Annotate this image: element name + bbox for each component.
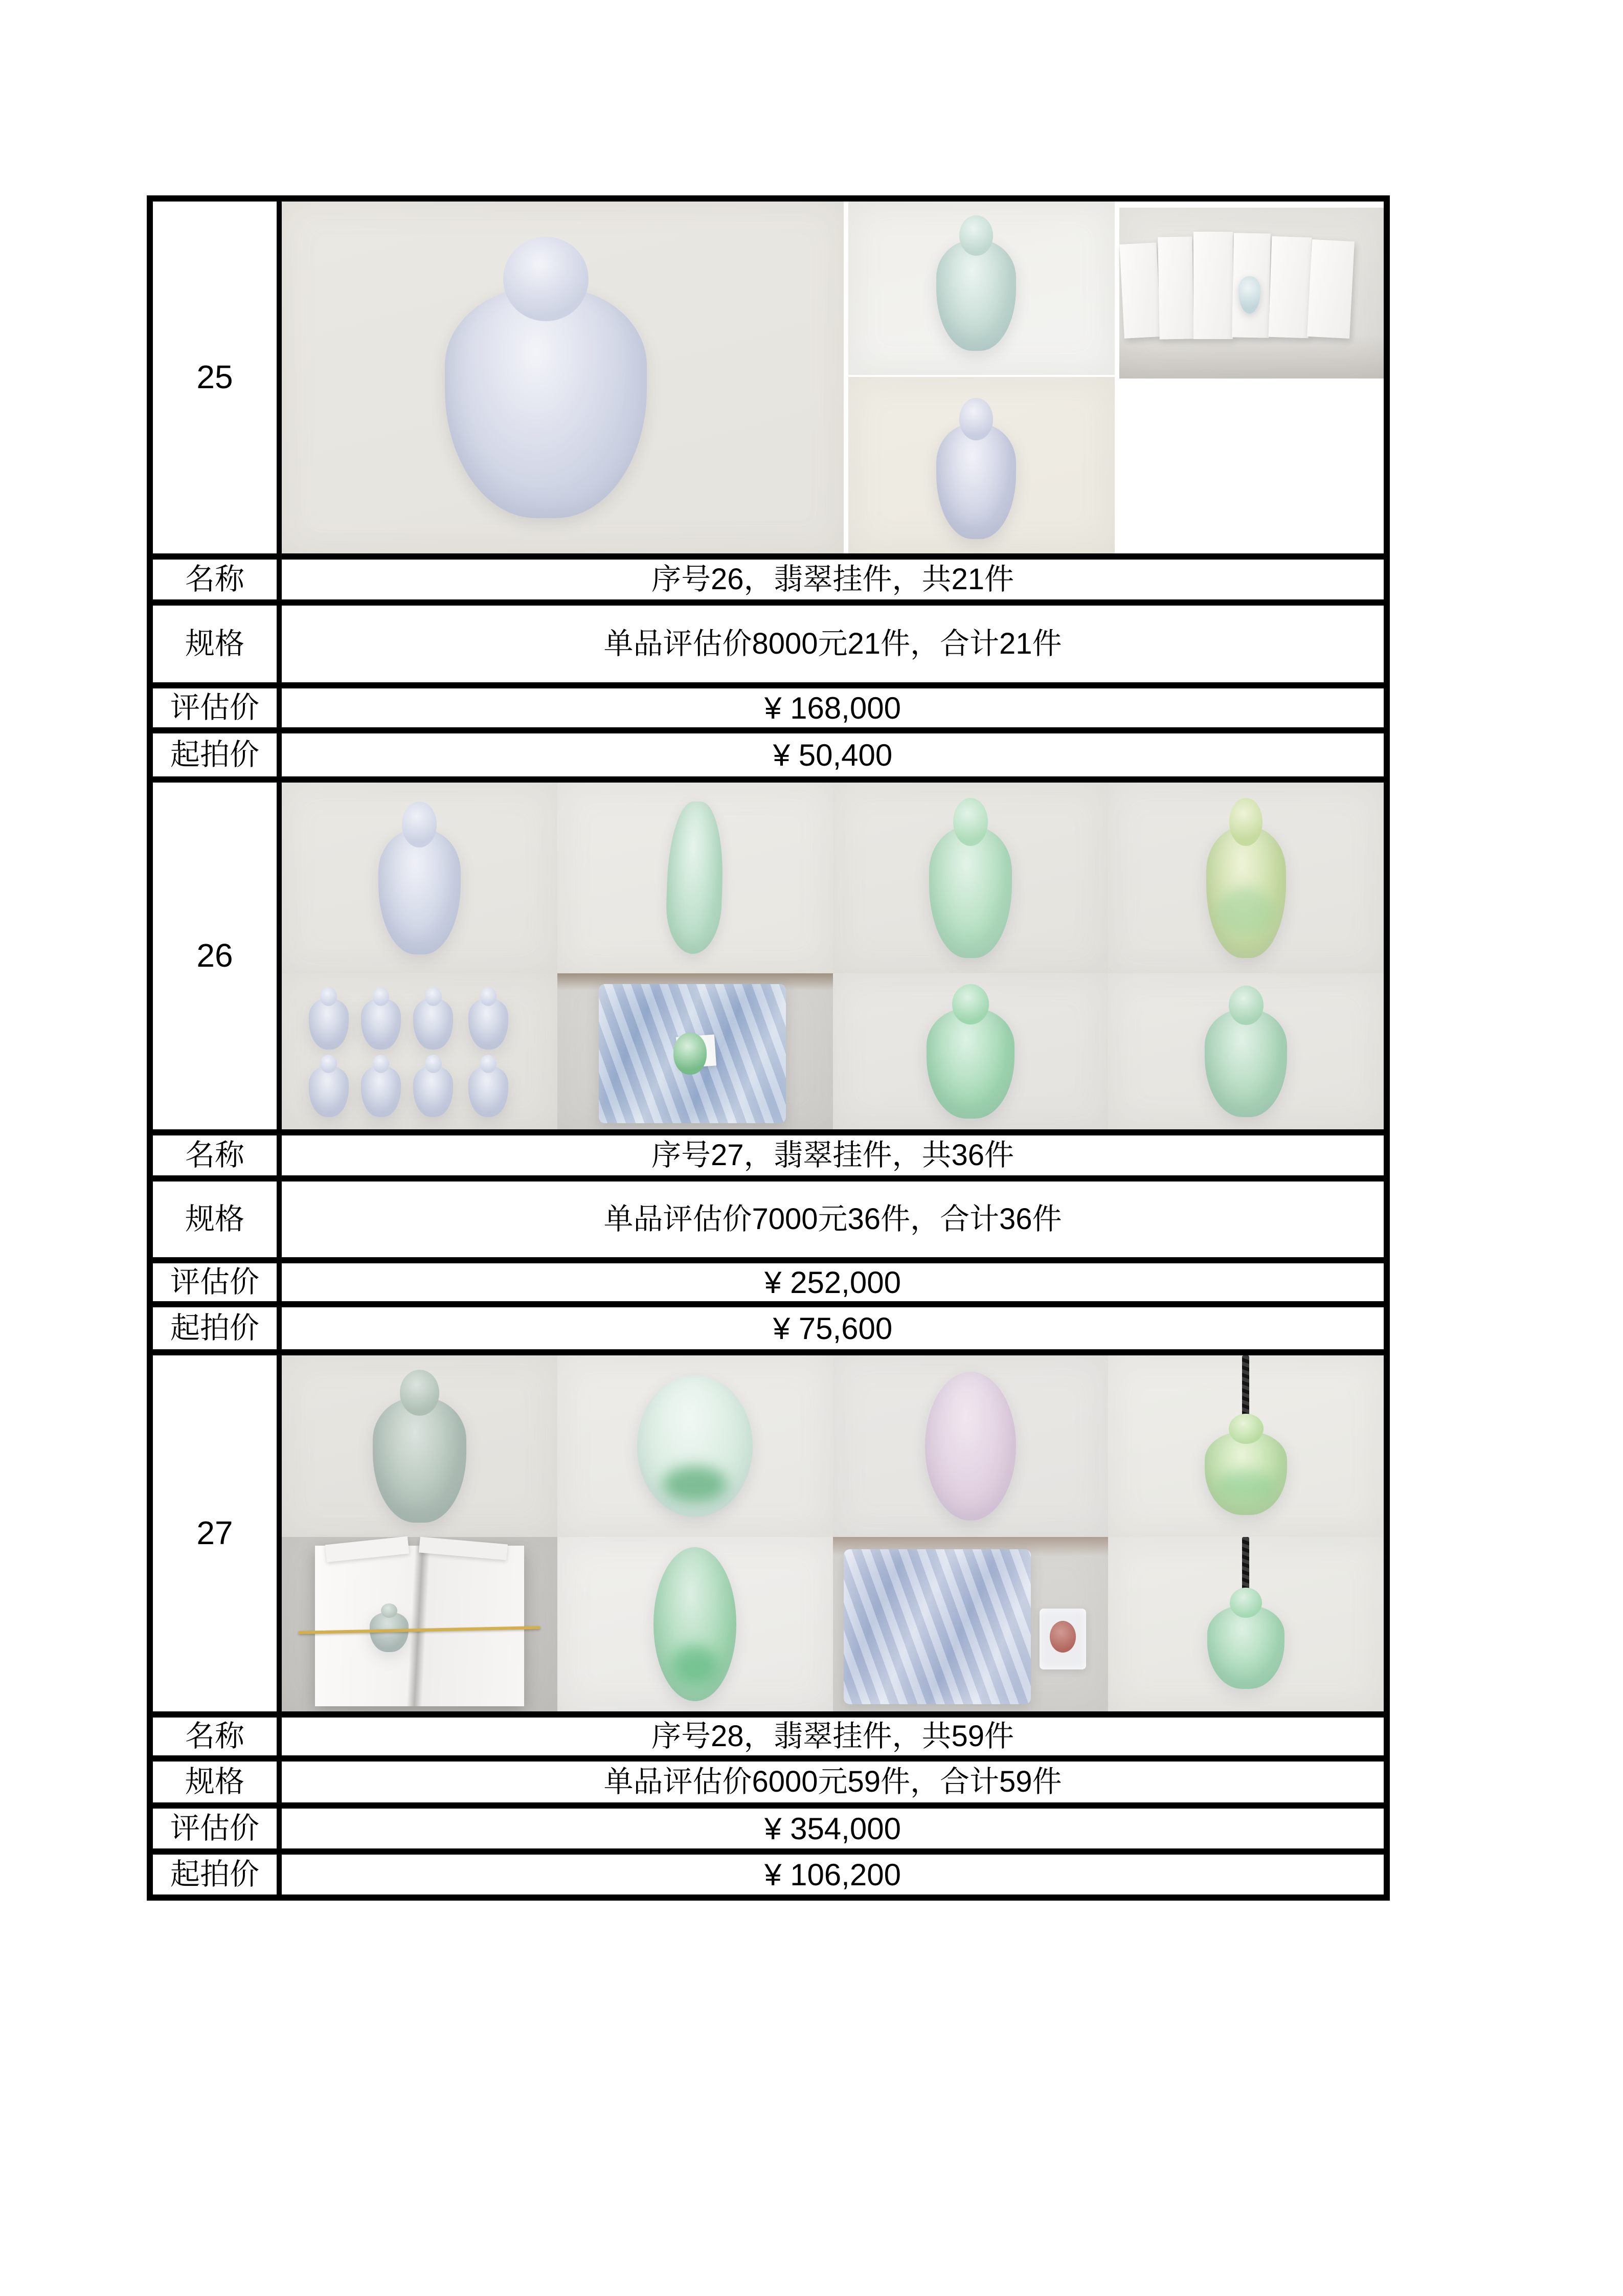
appraisal-row [153, 682, 1384, 727]
jade-pendant-head [503, 237, 588, 321]
item-photo [557, 973, 833, 1129]
lot-spec: 单品评估价7000元36件，合计36件 [603, 1202, 1062, 1236]
start-price: ¥ 106,200 [764, 1857, 901, 1892]
spec-value-cell [282, 1762, 1384, 1802]
white-gift-box [1268, 236, 1311, 338]
lot-section-27 [153, 1349, 1384, 1894]
jade-pendant-body [373, 1397, 466, 1522]
white-gift-box [1119, 243, 1161, 339]
start-price: ¥ 75,600 [773, 1311, 893, 1346]
appraisal-label: 评估价 [170, 1265, 259, 1299]
spec-row [153, 1175, 1384, 1257]
start-price-label-cell [153, 1307, 282, 1349]
appraisal-price: ¥ 252,000 [764, 1265, 901, 1300]
name-label: 名称 [185, 1138, 244, 1172]
name-value-cell [282, 1718, 1384, 1755]
start-price: ¥ 50,400 [773, 738, 893, 772]
appraisal-row [153, 1802, 1384, 1848]
jade-pendant-body [378, 829, 461, 954]
jade-pendant-body [1205, 1009, 1288, 1117]
jade-pendant-body [413, 998, 453, 1050]
lot-section-26 [153, 776, 1384, 1349]
start-price-row [153, 727, 1384, 776]
name-label-cell [153, 1135, 282, 1175]
lot-number-cell [153, 783, 282, 1129]
jade-pendant-head [400, 1370, 439, 1415]
jade-oval-pendant [925, 1372, 1016, 1521]
lot-section-25 [153, 202, 1384, 776]
bag-wrinkles [844, 1549, 1031, 1705]
item-photo [1119, 208, 1384, 378]
lot-number: 26 [196, 937, 233, 974]
name-value-cell [282, 560, 1384, 599]
name-value-cell [282, 1135, 1384, 1175]
jade-pendant-body [929, 827, 1012, 958]
appraisal-value-cell [282, 1809, 1384, 1848]
start-price-label: 起拍价 [170, 738, 259, 771]
spec-row [153, 1755, 1384, 1802]
jade-pendant-head [320, 987, 337, 1006]
jade-pendant-body [445, 287, 647, 518]
start-price-row [153, 1848, 1384, 1894]
jade-color-swirl [663, 1466, 728, 1503]
jade-pendant-body [361, 998, 401, 1050]
name-label: 名称 [185, 562, 244, 596]
lot-number: 25 [196, 359, 233, 396]
jade-pendant-head [953, 798, 988, 846]
stacked-white-boxes [315, 1546, 524, 1706]
jade-pendant-body [361, 1066, 401, 1117]
jade-pendant-head [425, 1055, 442, 1074]
jade-pendant-head [1229, 1414, 1264, 1444]
item-photo [557, 783, 833, 973]
small-zip-bag [1040, 1609, 1087, 1669]
item-photo [1108, 973, 1384, 1129]
jade-pendant-tint [1217, 1470, 1275, 1501]
jade-pendant-body [927, 1008, 1015, 1118]
fabric-shadow [1119, 334, 1384, 378]
plastic-bag [844, 1549, 1031, 1705]
spec-label: 规格 [185, 627, 244, 660]
item-photo [282, 1355, 557, 1537]
appraisal-price: ¥ 168,000 [764, 690, 901, 725]
name-label-cell [153, 1718, 282, 1755]
start-price-label: 起拍价 [170, 1857, 259, 1891]
white-gift-box [1158, 237, 1194, 340]
item-photo [833, 783, 1109, 973]
item-photo [282, 1537, 557, 1711]
name-row [153, 1129, 1384, 1175]
jade-pendant-head [1230, 1588, 1262, 1618]
spec-label-cell [153, 1182, 282, 1257]
item-photo [1108, 1355, 1384, 1537]
item-photo [557, 1537, 833, 1711]
spec-label: 规格 [185, 1765, 244, 1798]
jade-pendant-head [959, 398, 993, 440]
start-price-label-cell [153, 1855, 282, 1894]
jade-pendant-head [381, 1603, 397, 1618]
item-photo [848, 377, 1115, 553]
jade-pendant-body [1207, 1606, 1284, 1688]
appraisal-value-cell [282, 688, 1384, 727]
item-photo [557, 1355, 833, 1537]
jade-pendant-body [468, 998, 508, 1050]
photo-row [153, 1349, 1384, 1711]
lot-photo-montage [282, 783, 1384, 1129]
lot-name: 序号26，翡翠挂件，共21件 [651, 562, 1015, 596]
spec-label: 规格 [185, 1202, 244, 1236]
lot-photo-montage [282, 1355, 1384, 1711]
name-row [153, 553, 1384, 599]
start-price-value-cell [282, 1307, 1384, 1349]
item-photo [282, 202, 844, 553]
item-photo [1108, 1537, 1384, 1711]
photo-row [153, 776, 1384, 1129]
auction-lot-table [147, 195, 1390, 1901]
start-price-value-cell [282, 733, 1384, 776]
lot-spec: 单品评估价6000元59件，合计59件 [603, 1765, 1062, 1798]
item-photo [833, 973, 1109, 1129]
jade-pendant-body [468, 1066, 508, 1117]
item-photo [833, 1355, 1109, 1537]
jade-pendant-head [959, 215, 993, 256]
jade-pendant-body [309, 1066, 349, 1117]
jade-pendant-head [1229, 986, 1264, 1025]
jade-pendant-body [413, 1066, 453, 1117]
red-jade-item [1050, 1621, 1076, 1653]
jade-pendant-body [936, 240, 1016, 351]
jade-pendant-body [309, 998, 349, 1050]
appraisal-row [153, 1257, 1384, 1301]
lot-spec: 单品评估价8000元21件，合计21件 [603, 627, 1062, 660]
item-photo [848, 202, 1115, 375]
jade-pendant-in-bag [673, 1033, 707, 1075]
white-gift-box [1307, 239, 1355, 339]
spec-value-cell [282, 606, 1384, 682]
name-row [153, 1711, 1384, 1755]
lot-name: 序号27，翡翠挂件，共36件 [651, 1138, 1015, 1172]
appraisal-label-cell [153, 1809, 282, 1848]
jade-pendant-body [936, 423, 1016, 540]
jade-pendant-tint [1218, 887, 1274, 935]
lot-photo-montage [282, 202, 1384, 553]
start-price-label-cell [153, 733, 282, 776]
item-photo [833, 1537, 1109, 1711]
lot-number-cell [153, 202, 282, 553]
jade-pendant-head [480, 987, 497, 1006]
appraisal-price: ¥ 354,000 [764, 1811, 901, 1846]
start-price-label: 起拍价 [170, 1311, 259, 1345]
appraisal-label: 评估价 [170, 690, 259, 724]
jade-pendant-head [320, 1055, 337, 1074]
jade-pendant-head [402, 801, 437, 847]
necklace-cord [1242, 1355, 1249, 1422]
jade-pendant-head [425, 987, 442, 1006]
appraisal-label: 评估价 [170, 1811, 259, 1845]
lot-number: 27 [196, 1514, 233, 1552]
jade-pendant-head [952, 984, 989, 1024]
appraisal-value-cell [282, 1263, 1384, 1301]
white-gift-box [1193, 232, 1233, 339]
start-price-row [153, 1301, 1384, 1349]
name-label-cell [153, 560, 282, 599]
item-photo [282, 783, 557, 973]
spec-row [153, 599, 1384, 682]
start-price-value-cell [282, 1855, 1384, 1894]
item-photo [1108, 783, 1384, 973]
jade-pendant-head [373, 1055, 390, 1074]
appraisal-label-cell [153, 688, 282, 727]
name-label: 名称 [185, 1719, 244, 1753]
spec-label-cell [153, 1762, 282, 1802]
item-photo [282, 973, 557, 1129]
jade-leaf-pendant [665, 800, 725, 955]
appraisal-label-cell [153, 1263, 282, 1301]
spec-label-cell [153, 606, 282, 682]
lot-name: 序号28，翡翠挂件，共59件 [651, 1719, 1015, 1753]
jade-pendant-head [1229, 798, 1263, 846]
photo-row [153, 202, 1384, 553]
lot-number-cell [153, 1355, 282, 1711]
jade-pendant-head [373, 987, 390, 1006]
spec-value-cell [282, 1182, 1384, 1257]
